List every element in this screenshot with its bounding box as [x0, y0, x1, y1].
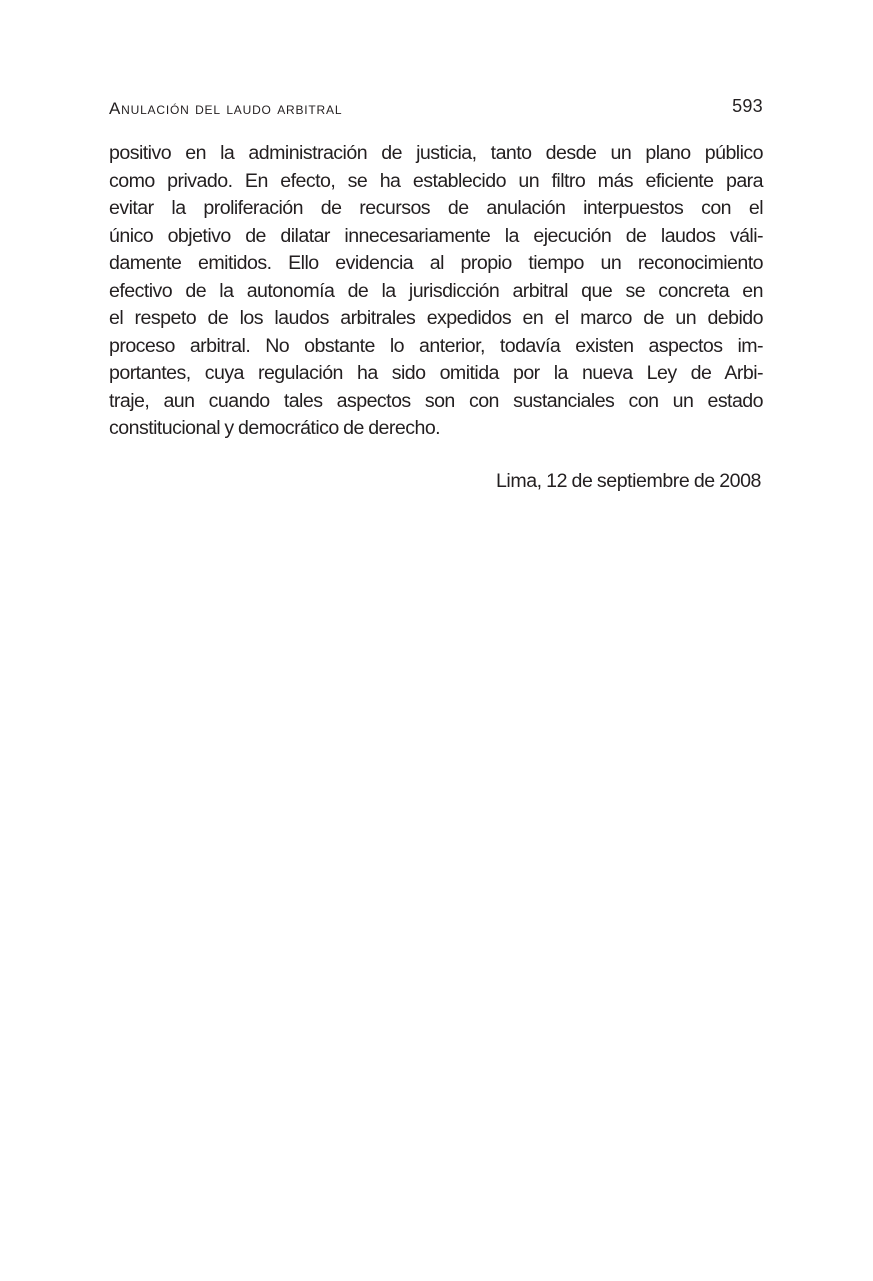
paragraph-line: único objetivo de dilatar innecesariamente la ejecución de laudos váli-: [109, 224, 763, 247]
page-number: 593: [732, 96, 763, 116]
paragraph-line: traje, aun cuando tales aspectos son con sustanciales con un estado: [109, 389, 763, 412]
place-date-signature: Lima, 12 de septiembre de 2008: [495, 470, 761, 492]
paragraph-line: efectivo de la autonomía de la jurisdicción arbitral que se concreta en: [109, 279, 763, 302]
paragraph-line: el respeto de los laudos arbitrales expedidos en el marco de un debido: [109, 307, 763, 329]
paragraph-line: evitar la proliferación de recursos de anulación interpuestos con el: [109, 197, 763, 219]
paragraph-line: positivo en la administración de justicia, tanto desde un plano público: [109, 142, 763, 164]
paragraph-line: constitucional y democrático de derecho.: [109, 417, 441, 439]
running-title: Anulación del laudo arbitral: [109, 99, 343, 118]
paragraph-line: proceso arbitral. No obstante lo anterior, todavía existen aspectos im-: [109, 334, 763, 357]
paragraph-line: portantes, cuya regulación ha sido omitida por la nueva Ley de Arbi-: [109, 362, 763, 384]
paragraph-line: damente emitidos. Ello evidencia al propio tiempo un reconocimiento: [109, 252, 763, 274]
running-header: [109, 96, 763, 122]
body-paragraph: [109, 140, 763, 443]
paragraph-line: como privado. En efecto, se ha establecido un filtro más eficiente para: [109, 169, 763, 192]
